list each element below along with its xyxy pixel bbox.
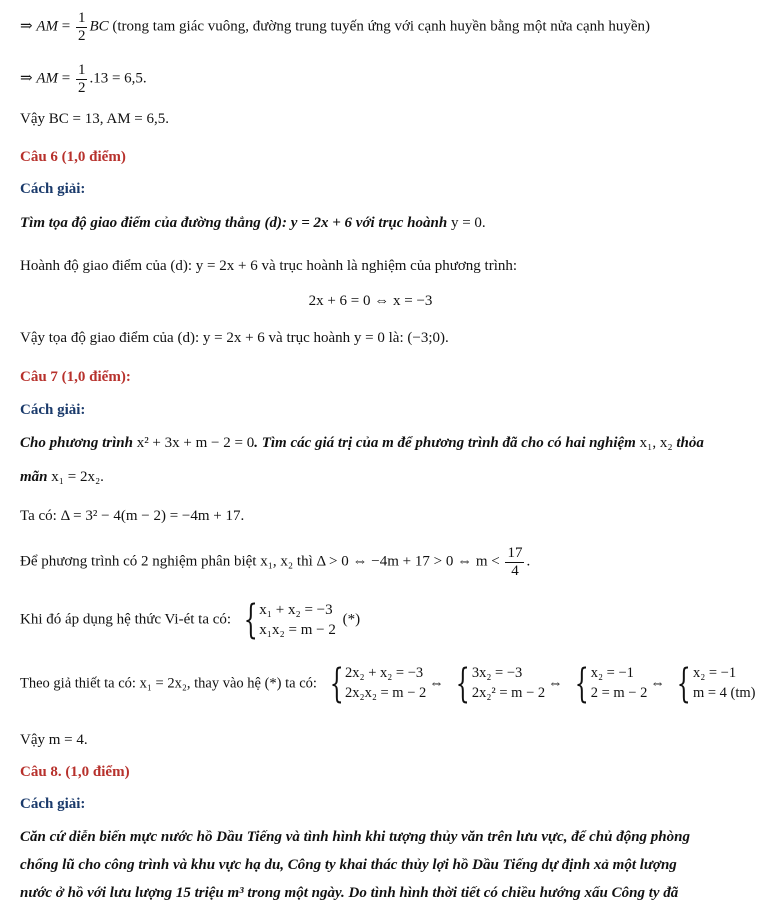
subheading-cach-giai-7: Cách giải: [20, 402, 86, 418]
heading-cau-7: Câu 7 (1,0 điểm): [20, 369, 131, 385]
line-condition: Để phương trình có 2 nghiệm phân biệt x₁, x₂ thì Δ > 0 ⇔ −4m + 17 > 0 ⇔ m < $\frac{17}{4}$ . [20, 545, 531, 579]
system-step-3: { x₂ = −1 2 = m − 2 [574, 661, 648, 707]
line-hoanh-do: Hoành độ giao điểm của (d): y = 2x + 6 và trục hoành là nghiệm của phương trình: [20, 258, 518, 274]
line-am-value: ⇒ AM = $\frac{1}{2}$ .13 = 6,5. [20, 62, 147, 96]
line-toa-do-giao-diem: Vậy tọa độ giao điểm của (d): y = 2x + 6 và trục hoành y = 0 là: (−3;0). [20, 330, 449, 346]
fraction-17-4: $\frac{17}{4}$ [507, 545, 523, 579]
problem-7-line1: Cho phương trình x² + 3x + m − 2 = 0. Tìm các giá trị của m để phương trình đã cho có hai nghiệm x₁, x₂ thỏa [20, 435, 704, 451]
system-step-4: { x₂ = −1 m = 4 (tm) [677, 661, 756, 707]
line-answer-m: Vậy m = 4. [20, 732, 88, 748]
heading-cau-6: Câu 6 (1,0 điểm) [20, 149, 126, 165]
line-substitution: Theo giả thiết ta có: x₁ = 2x₂, thay vào hệ (*) ta có: { 2x₂ + x₂ = −3 2x₂x₂ = m − 2 ⇔ { 3x₂ = −3 2x₂² = m − 2 ⇔ { x₂ = −1 2 = m − 2 ⇔ { x₂ = −1 m = 4 (tm) [20, 661, 756, 707]
problem-6: Tìm tọa độ giao điểm của đường thẳng (d): y = 2x + 6 với trục hoành y = 0. [20, 215, 486, 231]
fraction-half: $\frac{1}{2}$ [77, 10, 86, 44]
equation-6: 2x + 6 = 0 ⇔ x = −3 [308, 293, 433, 309]
problem-8-line1: Căn cứ diễn biến mực nước hồ Dầu Tiếng và tình hình khi tượng thủy văn trên lưu vực, để chủ động phòng [20, 829, 690, 845]
text-theorem-note: (trong tam giác vuông, đường trung tuyến ứng với cạnh huyền bằng một nửa cạnh huyền) [112, 18, 651, 35]
fraction-half-2: $\frac{1}{2}$ [77, 62, 86, 96]
problem-8-line2: chống lũ cho công trình và khu vực hạ du, Công ty khai thác thủy lợi hồ Dầu Tiếng dự định xả một lượng [20, 857, 677, 873]
problem-7-line2: mãn x₁ = 2x₂. [20, 469, 104, 485]
line-delta: Ta có: Δ = 3² − 4(m − 2) = −4m + 17. [20, 508, 245, 524]
system-vieta: { x₁ + x₂ = −3 x₁x₂ = m − 2 [243, 597, 336, 644]
heading-cau-8: Câu 8. (1,0 điểm) [20, 764, 130, 780]
subheading-cach-giai-8: Cách giải: [20, 796, 86, 812]
line-vieta: Khi đó áp dụng hệ thức Vi-ét ta có: { x₁ + x₂ = −3 x₁x₂ = m − 2 (*) [20, 597, 361, 644]
subheading-cach-giai-6: Cách giải: [20, 181, 86, 197]
system-step-2: { 3x₂ = −3 2x₂² = m − 2 [456, 661, 546, 707]
text-am-calc: .13 = 6,5. [89, 70, 147, 87]
line-am-half-bc: ⇒ AM = $\frac{1}{2}$ BC (trong tam giác vuông, đường trung tuyến ứng với cạnh huyền bằng một nửa cạnh huyền) [20, 10, 651, 44]
line-conclusion-bc-am: Vậy BC = 13, AM = 6,5. [20, 111, 170, 127]
problem-8-line3: nước ở hồ với lưu lượng 15 triệu m³ trong một ngày. Do tình hình thời tiết có chiều hướng xấu Công ty đã [20, 885, 679, 901]
system-step-1: { 2x₂ + x₂ = −3 2x₂x₂ = m − 2 [329, 661, 427, 707]
